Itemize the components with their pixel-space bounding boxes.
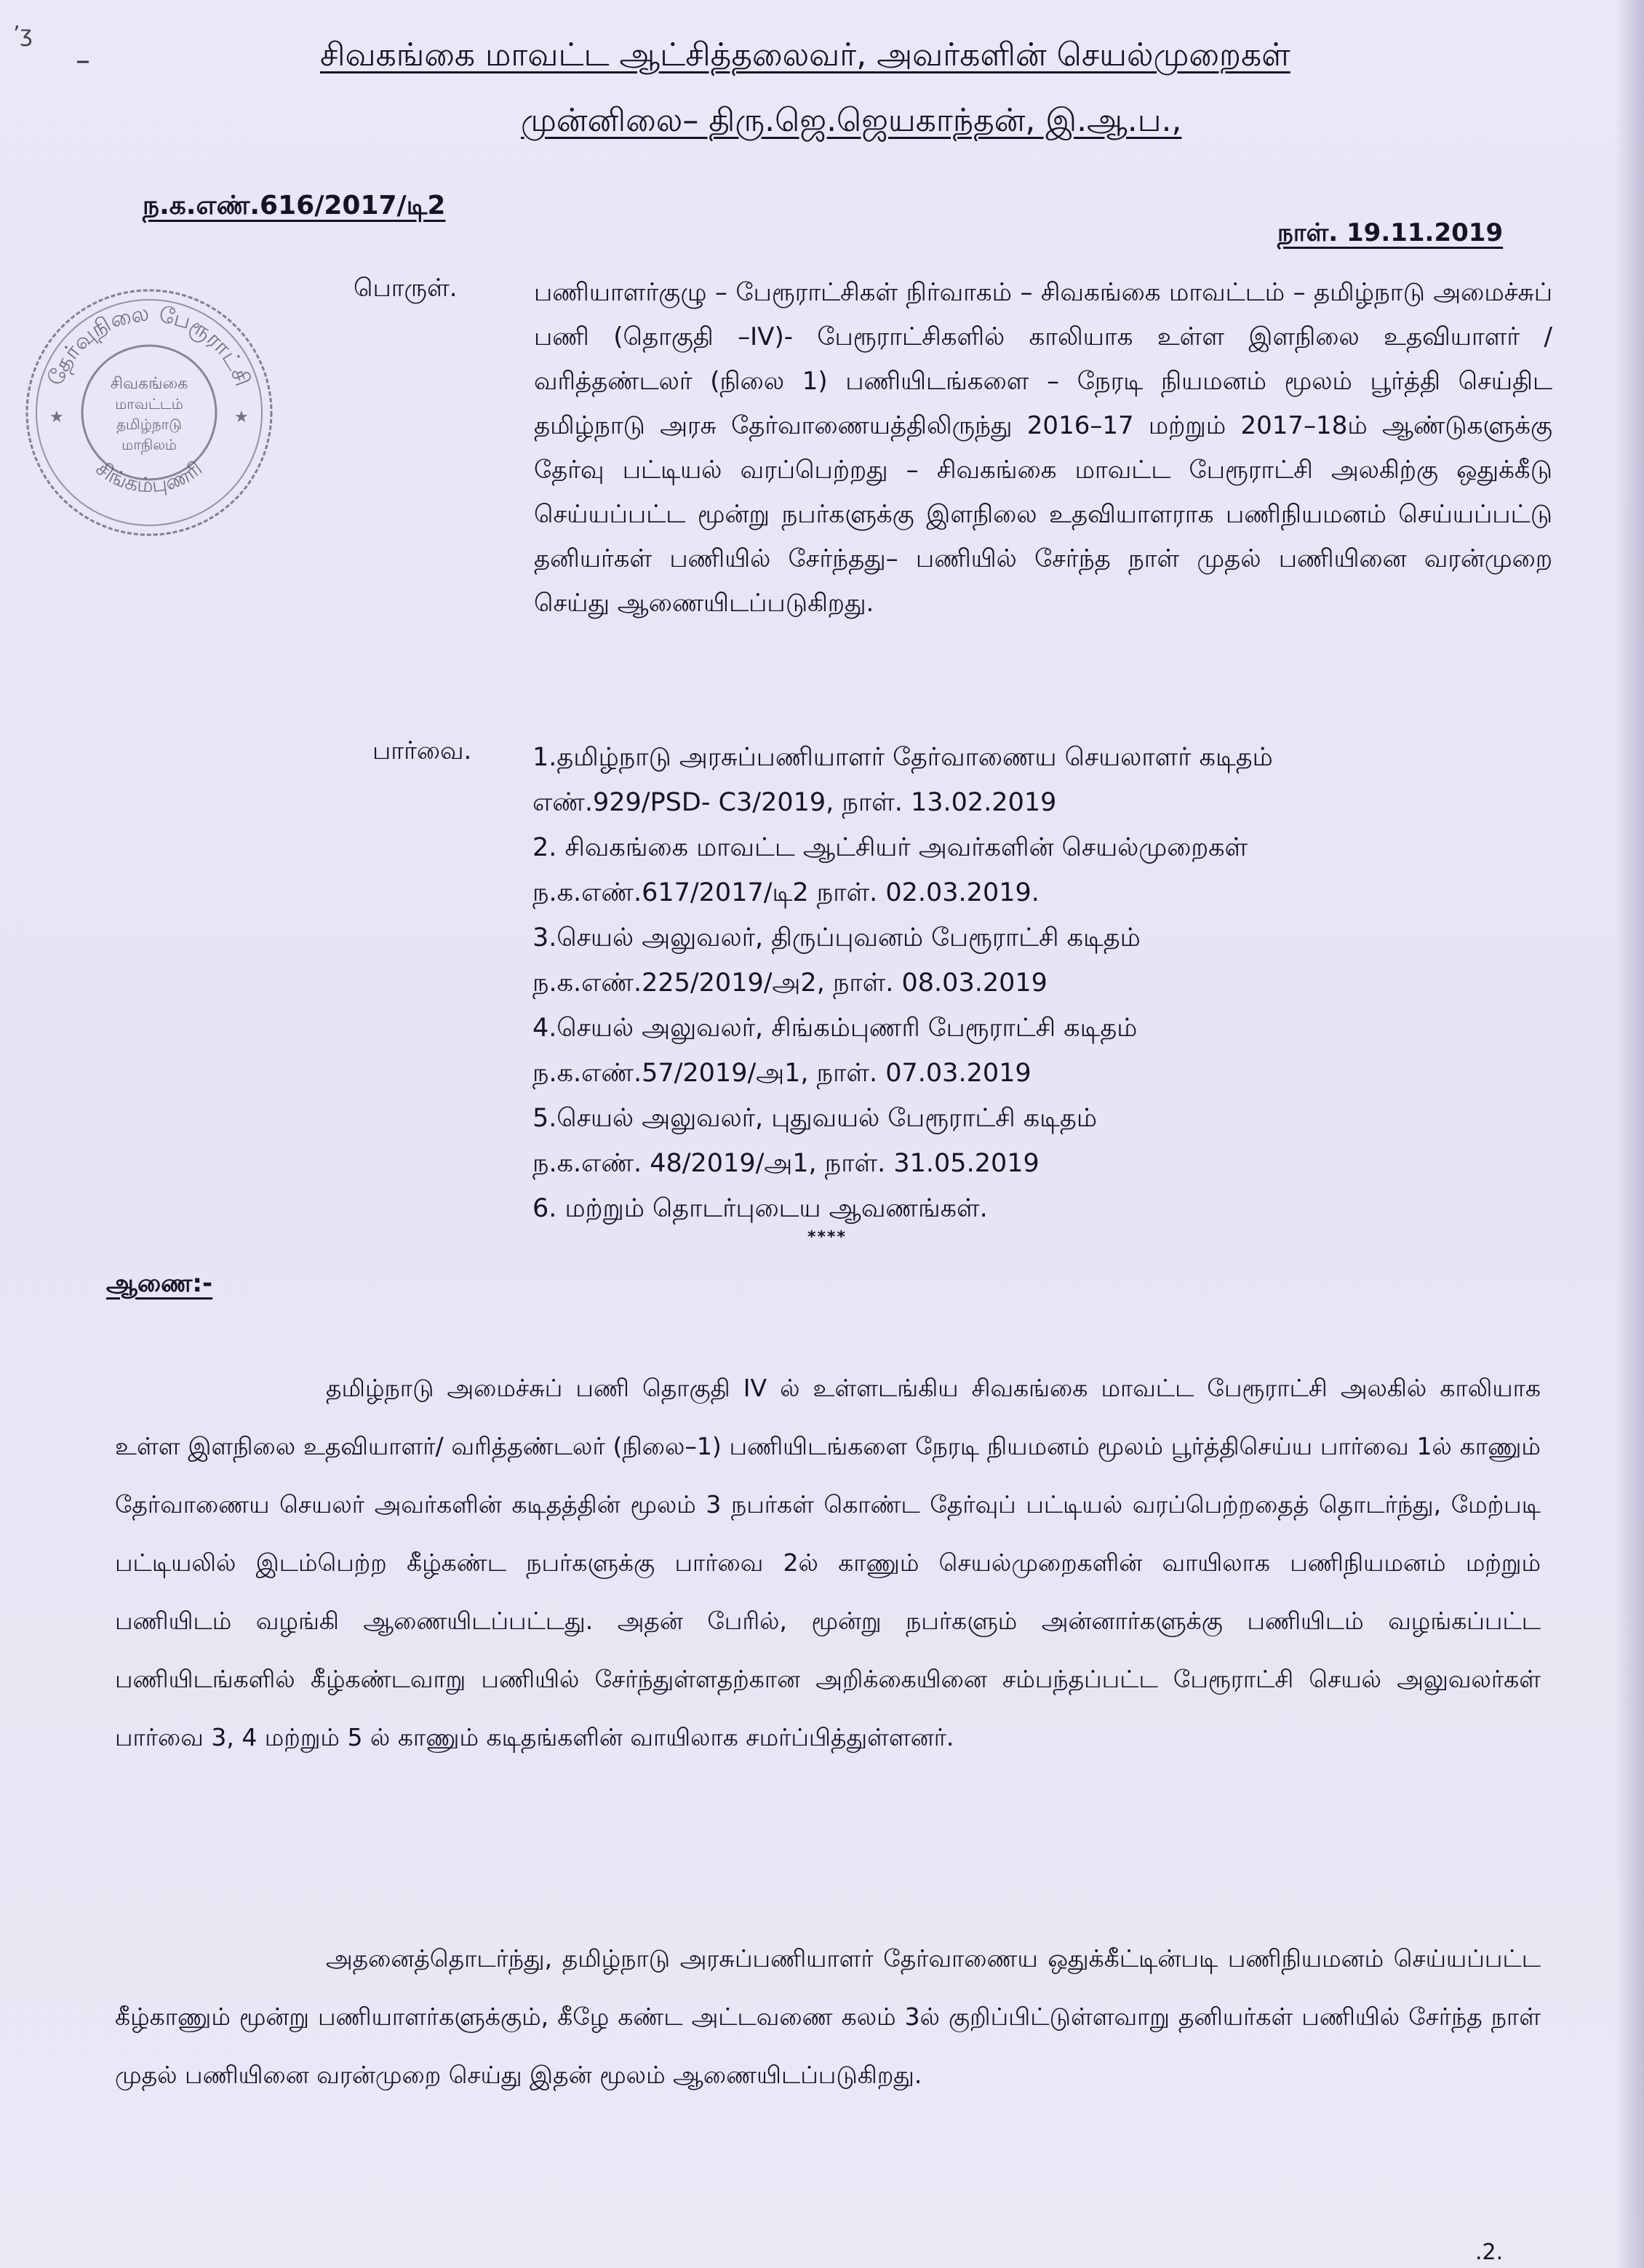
scan-mark: ʼʒ xyxy=(13,22,33,47)
references-list xyxy=(532,735,1478,1231)
reference-line: ந.க.எண்.617/2017/டி2 நாள். 02.03.2019. xyxy=(532,878,1040,907)
reference-line: 5.செயல் அலுவலர், புதுவயல் பேரூராட்சி கடிதம் xyxy=(532,1104,1097,1133)
page-number: .2. xyxy=(1475,2240,1504,2265)
document-date: நாள். 19.11.2019 xyxy=(1277,218,1504,247)
subject-label: பொருள். xyxy=(354,274,458,303)
seal-inner-line: மாவட்டம் xyxy=(115,395,183,413)
seal-inner-line: சிவகங்கை xyxy=(110,375,188,393)
reference-line: 2. சிவகங்கை மாவட்ட ஆட்சியர் அவர்களின் செயல்முறைகள் xyxy=(532,833,1248,862)
order-heading: ஆணை:- xyxy=(106,1269,213,1298)
seal-star-right-icon: ★ xyxy=(234,408,249,426)
order-paragraph-2: அதனைத்தொடர்ந்து, தமிழ்நாடு அரசுப்பணியாளர் தேர்வாணைய ஒதுக்கீட்டின்படி பணிநியமனம் செய்யப்பட்ட கீழ்காணும் மூன்று பணியாளர்களுக்கும், கீழே கண்ட அட்டவணை கலம் 3ல் குறிப்பிட்டுள்ளவாறு தனியர்கள் பணியில் சேர்ந்த நாள் முதல் பணியினை வரன்முறை செய்து இதன் மூலம் ஆணையிடப்படுகிறது. xyxy=(115,1944,1541,2089)
seal-outer-top-text: தேர்வுநிலை பேரூராட்சி xyxy=(42,300,255,390)
margin-dash: – xyxy=(76,44,90,77)
scan-edge-shadow xyxy=(1615,0,1644,2268)
reference-line: எண்.929/PSD- C3/2019, நாள். 13.02.2019 xyxy=(532,788,1057,817)
section-separator: **** xyxy=(807,1228,847,1246)
header-officer-name: முன்னிலை– திரு.ஜெ.ஜெயகாந்தன், இ.ஆ.ப., xyxy=(521,102,1182,139)
references-label: பார்வை. xyxy=(372,736,472,765)
reference-line: 1.தமிழ்நாடு அரசுப்பணியாளர் தேர்வாணைய செயலாளர் கடிதம் xyxy=(532,743,1273,772)
seal-star-left-icon: ★ xyxy=(49,408,64,426)
office-seal-stamp xyxy=(15,278,284,547)
seal-outer-bottom-text: சிங்கம்புணரி xyxy=(91,455,207,498)
reference-line: 3.செயல் அலுவலர், திருப்புவனம் பேரூராட்சி கடிதம் xyxy=(532,923,1141,952)
seal-inner-line: தமிழ்நாடு xyxy=(116,415,182,433)
subject-text: பணியாளர்குழு – பேரூராட்சிகள் நிர்வாகம் – சிவகங்கை மாவட்டம் – தமிழ்நாடு அமைச்சுப் பணி (தொகுதி –IV)- பேரூராட்சிகளில் காலியாக உள்ள இளநிலை உதவியாளர் / வரித்தண்டலர் (நிலை 1) பணியிடங்களை – நேரடி நியமனம் மூலம் பூர்த்தி செய்திட தமிழ்நாடு அரசு தேர்வாணையத்திலிருந்து 2016–17 மற்றும் 2017–18ம் ஆண்டுகளுக்கு தேர்வு பட்டியல் வரப்பெற்றது – சிவகங்கை மாவட்ட பேரூராட்சி அலகிற்கு ஒதுக்கீடு செய்யப்பட்ட மூன்று நபர்களுக்கு இளநிலை உதவியாளராக பணிநியமனம் செய்யப்பட்டு தனியர்கள் பணியில் சேர்ந்தது– பணியில் சேர்ந்த நாள் முதல் பணியினை வரன்முறை செய்து ஆணையிடப்படுகிறது. xyxy=(534,278,1552,618)
header-office-title: சிவகங்கை மாவட்ட ஆட்சித்தலைவர், அவர்களின் செயல்முறைகள் xyxy=(320,36,1290,73)
reference-line: ந.க.எண்.57/2019/அ1, நாள். 07.03.2019 xyxy=(532,1059,1032,1088)
file-number: ந.க.எண்.616/2017/டி2 xyxy=(143,191,446,220)
reference-line: ந.க.எண்.225/2019/அ2, நாள். 08.03.2019 xyxy=(532,968,1048,998)
order-paragraph-1: தமிழ்நாடு அமைச்சுப் பணி தொகுதி IV ல் உள்ளடங்கிய சிவகங்கை மாவட்ட பேரூராட்சி அலகில் காலியாக உள்ள இளநிலை உதவியாளர்/ வரித்தண்டலர் (நிலை–1) பணியிடங்களை நேரடி நியமனம் மூலம் பூர்த்திசெய்ய பார்வை 1ல் காணும் தேர்வாணைய செயலர் அவர்களின் கடிதத்தின் மூலம் 3 நபர்கள் கொண்ட தேர்வுப் பட்டியல் வரப்பெற்றதைத் தொடர்ந்து, மேற்படி பட்டியலில் இடம்பெற்ற கீழ்கண்ட நபர்களுக்கு பார்வை 2ல் காணும் செயல்முறைகளின் வாயிலாக பணிநியமனம் மற்றும் பணியிடம் வழங்கி ஆணையிடப்பட்டது. அதன் பேரில், மூன்று நபர்களும் அன்னார்களுக்கு பணியிடம் வழங்கப்பட்ட பணியிடங்களில் கீழ்கண்டவாறு பணியில் சேர்ந்துள்ளதற்கான அறிக்கையினை சம்பந்தப்பட்ட பேரூராட்சி செயல் அலுவலர்கள் பார்வை 3, 4 மற்றும் 5 ல் காணும் கடிதங்களின் வாயிலாக சமர்ப்பித்துள்ளனர். xyxy=(115,1374,1541,1751)
reference-line: 4.செயல் அலுவலர், சிங்கம்புணரி பேரூராட்சி கடிதம் xyxy=(532,1014,1138,1043)
reference-line: ந.க.எண். 48/2019/அ1, நாள். 31.05.2019 xyxy=(532,1149,1040,1178)
seal-inner-line: மாநிலம் xyxy=(121,436,177,453)
reference-line: 6. மற்றும் தொடர்புடைய ஆவணங்கள். xyxy=(532,1194,988,1223)
